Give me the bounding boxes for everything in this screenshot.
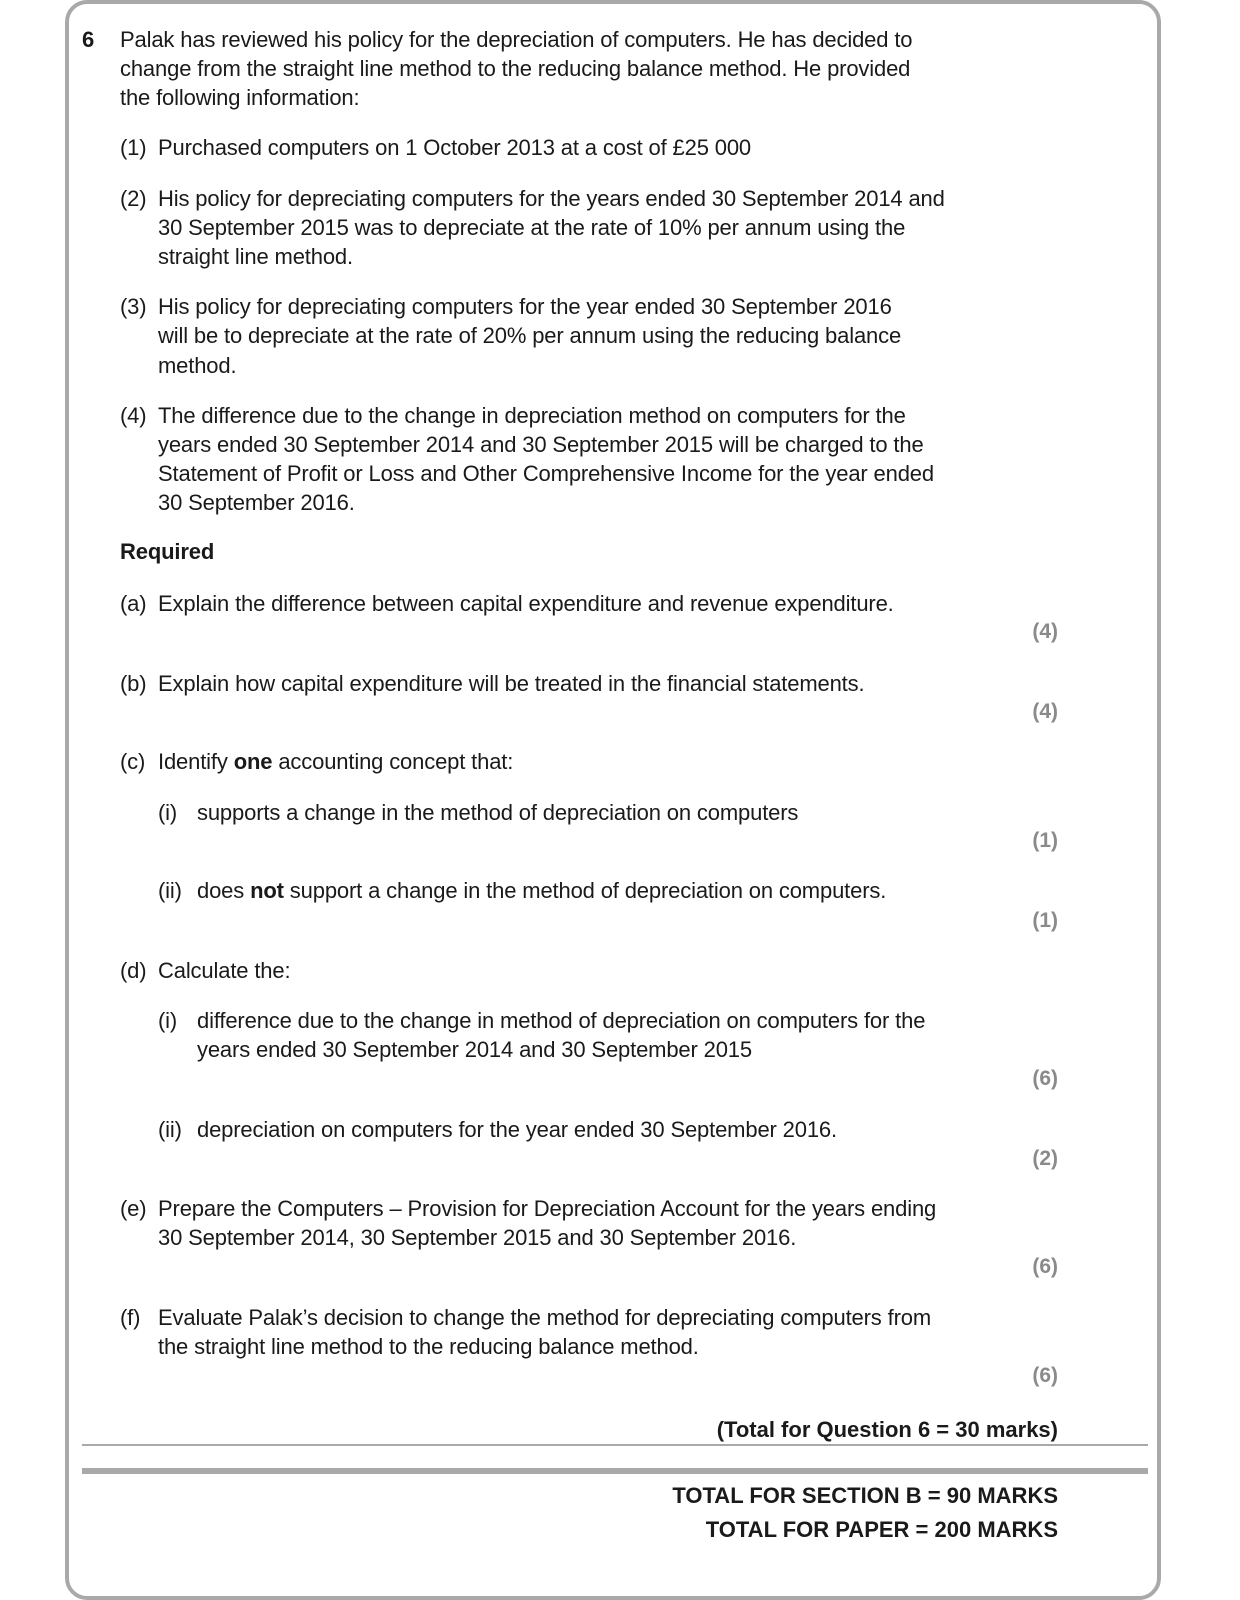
part-b-text: Explain how capital expenditure will be treated in the financial statements. [158,671,865,696]
part-e-marks: (6) [1032,1255,1058,1278]
part-a-marks: (4) [1032,620,1058,643]
part-f-marks: (6) [1032,1364,1058,1387]
info-line: method. [158,353,237,378]
part-f-line: the straight line method to the reducing balance method. [158,1334,699,1359]
info-line: 30 September 2015 was to depreciate at the rate of 10% per annum using the [158,215,906,240]
part-a-text: Explain the difference between capital expenditure and revenue expenditure. [158,591,894,616]
part-d-ii-marks: (2) [1032,1147,1058,1170]
part-c-ii-marks: (1) [1032,909,1058,932]
question-total: (Total for Question 6 = 30 marks) [716,1417,1058,1442]
info-line: will be to depreciate at the rate of 20% per annum using the reducing balance [158,323,902,348]
intro-line: change from the straight line method to the reducing balance method. He provided [120,56,911,81]
part-d-i-line: years ended 30 September 2014 and 30 September 2015 [197,1037,752,1062]
part-label: (f) [120,1305,141,1330]
part-d-ii-text: depreciation on computers for the year ended 30 September 2016. [197,1117,837,1142]
part-d-i-line: difference due to the change in method of depreciation on computers for the [197,1008,926,1033]
intro-line: the following information: [120,85,360,110]
info-line: His policy for depreciating computers for the years ended 30 September 2014 and [158,186,945,211]
part-c-ii-text: does not support a change in the method of depreciation on computers. [197,878,887,903]
info-line: Statement of Profit or Loss and Other Comprehensive Income for the year ended [158,461,934,486]
part-label: (a) [120,591,147,616]
info-line: straight line method. [158,244,353,269]
subpart-label: (ii) [158,878,182,903]
part-label: (b) [120,671,147,696]
info-line: 30 September 2016. [158,490,355,515]
part-d-text: Calculate the: [158,958,291,983]
required-heading: Required [120,539,215,564]
paper-total: TOTAL FOR PAPER = 200 MARKS [705,1517,1058,1542]
info-line: His policy for depreciating computers for the year ended 30 September 2016 [158,294,892,319]
section-divider [82,1468,1148,1474]
subpart-label: (i) [158,800,178,825]
part-label: (d) [120,958,147,983]
part-label: (c) [120,749,146,774]
info-label: (1) [120,135,147,160]
subpart-label: (ii) [158,1117,182,1142]
info-line: Purchased computers on 1 October 2013 at a cost of £25 000 [158,135,752,160]
intro-line: Palak has reviewed his policy for the depreciation of computers. He has decided to [120,27,913,52]
section-b-total: TOTAL FOR SECTION B = 90 MARKS [672,1483,1058,1508]
part-d-i-marks: (6) [1032,1067,1058,1090]
info-line: The difference due to the change in depreciation method on computers for the [158,403,906,428]
part-e-line: Prepare the Computers – Provision for Depreciation Account for the years ending [158,1196,937,1221]
part-label: (e) [120,1196,147,1221]
part-e-line: 30 September 2014, 30 September 2015 and 30 September 2016. [158,1225,797,1250]
divider [82,1444,1148,1446]
info-label: (4) [120,403,147,428]
info-line: years ended 30 September 2014 and 30 September 2015 will be charged to the [158,432,924,457]
part-c-text: Identify one accounting concept that: [158,749,514,774]
info-label: (3) [120,294,147,319]
part-b-marks: (4) [1032,700,1058,723]
part-c-i-text: supports a change in the method of depreciation on computers [197,800,799,825]
subpart-label: (i) [158,1008,178,1033]
info-label: (2) [120,186,147,211]
question-number: 6 [82,27,95,52]
part-f-line: Evaluate Palak’s decision to change the method for depreciating computers from [158,1305,932,1330]
part-c-i-marks: (1) [1032,829,1058,852]
